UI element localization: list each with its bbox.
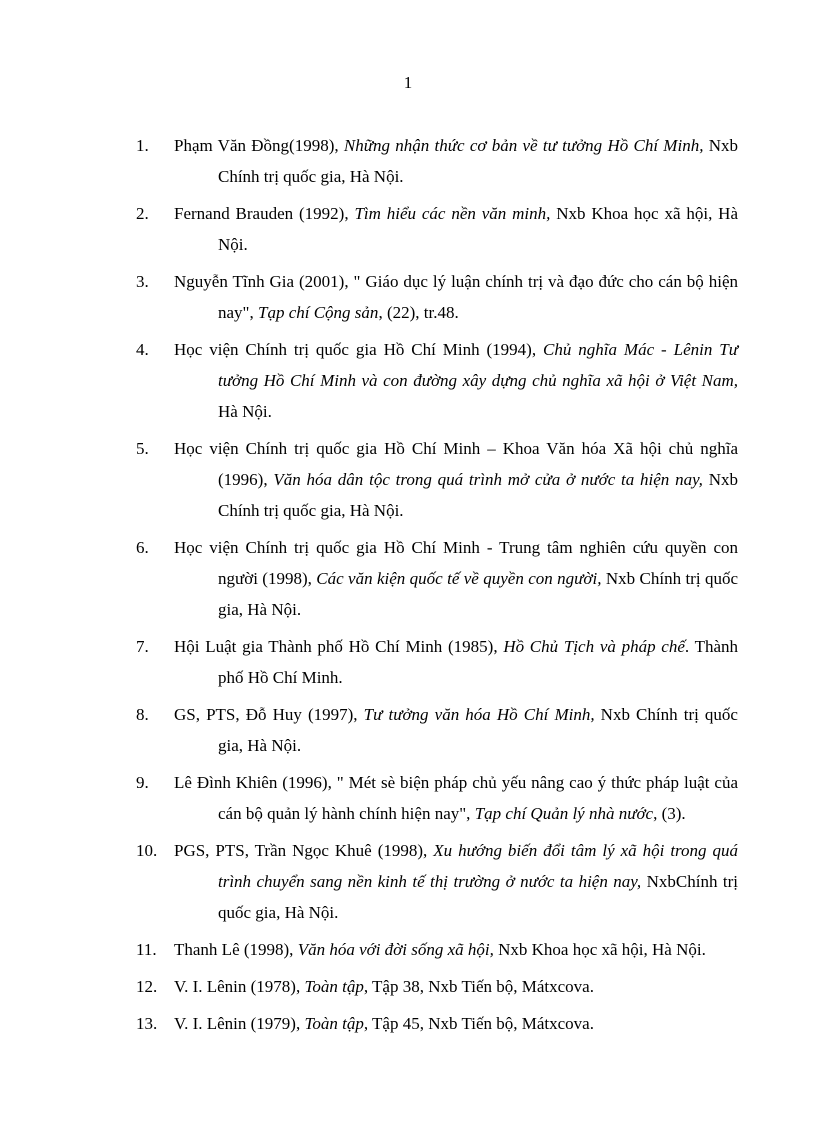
- reference-segment: Học viện Chính trị quốc gia Hồ Chí Minh - Trung tâm nghiên cứu quyền con người (1998),: [174, 538, 738, 588]
- reference-number: 12.: [136, 977, 158, 996]
- reference-item: [0, 266, 816, 328]
- reference-text: [174, 631, 738, 693]
- reference-item: [0, 767, 816, 829]
- reference-item: [0, 631, 816, 693]
- reference-segment: , Tập 45, Nxb Tiến bộ, Mátxcova.: [363, 1014, 594, 1033]
- reference-title: Văn hóa với đời sống xã hội,: [297, 940, 494, 959]
- reference-text: [174, 934, 738, 965]
- reference-text: [174, 433, 738, 526]
- reference-segment: Lê Đình Khiên (1996), " Mét sè biện pháp chủ yếu nâng cao ý thức pháp luật của cán bộ quản lý hành chính hiện nay",: [174, 773, 738, 823]
- reference-segment: Nxb Chính trị quốc gia, Hà Nội.: [218, 705, 738, 755]
- reference-title: Tạp chí Quản lý nhà nước: [474, 804, 654, 823]
- reference-text: [174, 767, 738, 829]
- reference-item: [0, 934, 816, 965]
- reference-title: Tạp chí Cộng sản: [258, 303, 379, 322]
- reference-title: Chủ nghĩa Mác - Lênin Tư tưởng Hồ Chí Minh và con đường xây dựng chủ nghĩa xã hội ở Việt Nam,: [218, 340, 738, 390]
- reference-segment: Thanh Lê (1998),: [174, 940, 298, 959]
- reference-segment: GS, PTS, Đỗ Huy (1997),: [174, 705, 364, 724]
- reference-segment: V. I. Lênin (1979),: [174, 1014, 305, 1033]
- reference-segment: Nguyễn Tĩnh Gia (2001), " Giáo dục lý luận chính trị và đạo đức cho cán bộ hiện nay",: [174, 272, 738, 322]
- reference-text: [174, 334, 738, 427]
- reference-segment: Phạm Văn Đồng(1998),: [174, 136, 344, 155]
- reference-number: 5.: [136, 439, 149, 458]
- reference-item: [0, 835, 816, 928]
- reference-title: Những nhận thức cơ bản về tư tưởng Hồ Chí Minh,: [343, 136, 704, 155]
- reference-number: 3.: [136, 272, 149, 291]
- reference-segment: , (3).: [653, 804, 686, 823]
- reference-number: 1.: [136, 136, 149, 155]
- reference-segment: , Tập 38, Nxb Tiến bộ, Mátxcova.: [363, 977, 594, 996]
- reference-segment: . Thành phố Hồ Chí Minh.: [218, 637, 739, 687]
- reference-text: [174, 198, 738, 260]
- reference-text: [174, 266, 738, 328]
- reference-item: [0, 1008, 816, 1039]
- reference-number: 4.: [136, 340, 149, 359]
- reference-item: [0, 699, 816, 761]
- reference-segment: Nxb Khoa học xã hội, Hà Nội.: [493, 940, 706, 959]
- reference-text: [174, 971, 738, 1002]
- reference-segment: Hội Luật gia Thành phố Hồ Chí Minh (1985),: [174, 637, 504, 656]
- page-number: 1: [403, 73, 413, 92]
- reference-text: [174, 1008, 738, 1039]
- reference-item: [0, 130, 816, 192]
- reference-number: 13.: [136, 1014, 158, 1033]
- reference-segment: Nxb Chính trị quốc gia, Hà Nội.: [218, 136, 738, 186]
- reference-title: Hồ Chủ Tịch và pháp chế: [503, 637, 685, 656]
- reference-segment: Học viện Chính trị quốc gia Hồ Chí Minh – Khoa Văn hóa Xã hội chủ nghĩa (1996),: [174, 439, 738, 489]
- reference-item: [0, 532, 816, 625]
- reference-number: 8.: [136, 705, 149, 724]
- reference-text: [174, 699, 738, 761]
- reference-text: [174, 532, 738, 625]
- reference-title: Các văn kiện quốc tế về quyền con người,: [316, 569, 602, 588]
- reference-title: Tìm hiểu các nền văn minh,: [354, 204, 551, 223]
- reference-segment: V. I. Lênin (1978),: [174, 977, 305, 996]
- reference-segment: Nxb Khoa học xã hội, Hà Nội.: [218, 204, 738, 254]
- reference-number: 2.: [136, 204, 149, 223]
- reference-title: Văn hóa dân tộc trong quá trình mở cửa ở nước ta hiện nay,: [273, 470, 703, 489]
- reference-segment: Fernand Brauden (1992),: [174, 204, 355, 223]
- reference-segment: PGS, PTS, Trần Ngọc Khuê (1998),: [174, 841, 434, 860]
- reference-item: [0, 971, 816, 1002]
- reference-title: Xu hướng biến đổi tâm lý xã hội trong quá trình chuyển sang nền kinh tế thị trường ở nước ta hiện nay,: [218, 841, 739, 891]
- reference-item: [0, 433, 816, 526]
- reference-title: Toàn tập: [304, 977, 364, 996]
- reference-segment: NxbChính trị quốc gia, Hà Nội.: [218, 872, 738, 922]
- reference-segment: , (22), tr.48.: [378, 303, 459, 322]
- reference-title: Tư tưởng văn hóa Hồ Chí Minh,: [363, 705, 595, 724]
- reference-segment: Nxb Chính trị quốc gia, Hà Nội.: [218, 569, 739, 619]
- reference-segment: Học viện Chính trị quốc gia Hồ Chí Minh (1994),: [174, 340, 544, 359]
- reference-item: [0, 198, 816, 260]
- reference-segment: Hà Nội.: [218, 402, 272, 421]
- reference-number: 9.: [136, 773, 149, 792]
- reference-list: [0, 130, 816, 1045]
- reference-text: [174, 835, 738, 928]
- reference-number: 10.: [136, 841, 158, 860]
- reference-segment: Nxb Chính trị quốc gia, Hà Nội.: [218, 470, 738, 520]
- reference-number: 6.: [136, 538, 149, 557]
- reference-text: [174, 130, 738, 192]
- reference-title: Toàn tập: [304, 1014, 364, 1033]
- reference-number: 11.: [136, 940, 157, 959]
- reference-number: 7.: [136, 637, 149, 656]
- reference-item: [0, 334, 816, 427]
